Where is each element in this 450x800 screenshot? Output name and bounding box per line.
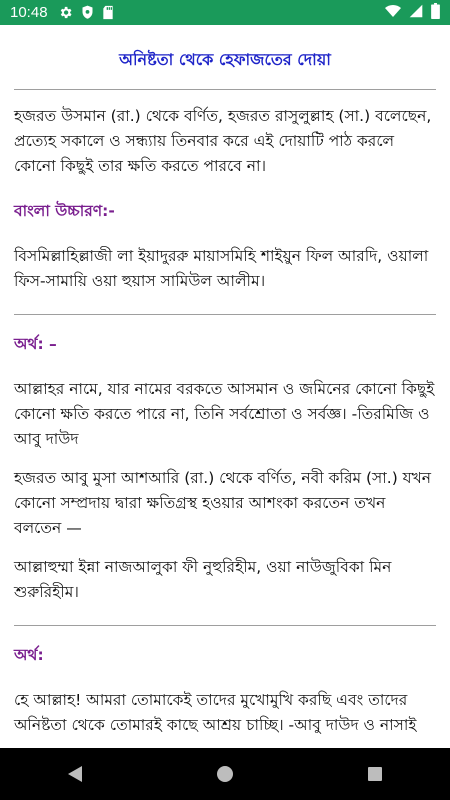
home-icon[interactable] <box>205 754 245 794</box>
wifi-icon <box>385 4 401 22</box>
intro-text: হজরত উসমান (রা.) থেকে বর্ণিত, হজরত রাসুলুল্লাহ (সা.) বলেছেন, প্রত্যেহ সকালে ও সন্ধ্যায় তিনবার করে এই দোয়াটি পাঠ করলে কোনো কিছুই তার ক্ষতি করতে পারবে না। <box>14 107 432 175</box>
status-time: 10:48 <box>10 4 48 21</box>
meaning-text-2: হে আল্লাহ! আমরা তোমাকেই তাদের মুখোমুখি করছি এবং তাদের অনিষ্টতা থেকে তোমারই কাছে আশ্রয় চাচ্ছি। -আবু দাউদ ও নাসাই <box>14 691 417 734</box>
pronunciation-text: বিসমিল্লাহিল্লাজী লা ইয়াদুররু মায়াসমিহি শাইয়ুন ফিল আরদি, ওয়ালা ফিস-সামায়ি ওয়া হুয়াস সামিউল আলীম। <box>14 247 429 290</box>
battery-icon <box>431 3 440 23</box>
back-icon[interactable] <box>55 754 95 794</box>
recents-icon[interactable] <box>355 754 395 794</box>
status-bar <box>0 0 450 25</box>
navigation-bar <box>0 748 450 800</box>
pronunciation-text-2: আল্লাহুম্মা ইন্না নাজআলুকা ফী নুহুরিহীম, ওয়া নাউজুবিকা মিন শুরুরিহীম। <box>14 558 392 601</box>
pronunciation-heading: বাংলা উচ্চারণ:- <box>14 202 115 220</box>
meaning-heading: অর্থ: – <box>14 335 57 353</box>
meaning-heading-2: অর্থ: <box>14 646 44 664</box>
divider <box>14 314 436 315</box>
meaning-text: আল্লাহর নামে, যার নামের বরকতে আসমান ও জমিনের কোনো কিছুই কোনো ক্ষতি করতে পারে না, তিনি সর্বশ্রোতা ও সর্বজ্ঞ। -তিরমিজি ও আবু দাউদ <box>14 380 435 448</box>
page-title: অনিষ্টতা থেকে হেফাজতের দোয়া <box>119 50 331 69</box>
divider <box>14 89 436 90</box>
gear-icon <box>58 5 73 20</box>
signal-icon <box>409 4 423 22</box>
shield-icon <box>81 5 94 20</box>
sd-card-icon <box>102 5 114 20</box>
article-content[interactable] <box>0 25 450 748</box>
divider <box>14 625 436 626</box>
hadith-text: হজরত আবু মুসা আশআরি (রা.) থেকে বর্ণিত, নবী করিম (সা.) যখন কোনো সম্প্রদায় দ্বারা ক্ষতিগ্রস্থ হওয়ার আশংকা করতেন তখন বলতেন — <box>14 469 432 537</box>
